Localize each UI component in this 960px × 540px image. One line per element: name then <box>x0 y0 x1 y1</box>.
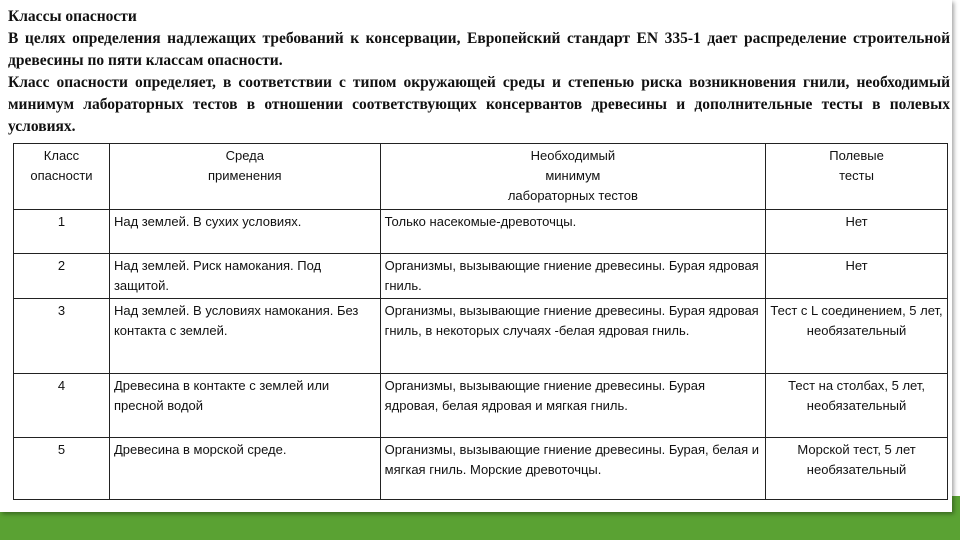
cell-field-tests: Нет <box>766 254 948 299</box>
header-hazard-class: Класс опасности <box>14 144 110 210</box>
cell-class: 1 <box>14 210 110 254</box>
cell-class: 5 <box>14 438 110 500</box>
intro-paragraph-2: Класс опасности определяет, в соответствии с типом окружающей среды и степенью риска возникновения гнили, необходимый минимум лабораторных тестов в отношении соответствующих консервантов древесины и дополнительные тесты в полевых условиях. <box>8 74 950 135</box>
table-row <box>14 210 948 254</box>
table-header-row <box>14 144 948 210</box>
table-row <box>14 374 948 438</box>
intro-paragraph-1: В целях определения надлежащих требований к консервации, Европейский стандарт EN 335-1 дает распределение строительной древесины по пяти классам опасности. <box>8 30 950 69</box>
cell-environment: Над землей. В сухих условиях. <box>109 210 380 254</box>
table-row <box>14 299 948 374</box>
cell-lab-tests: Организмы, вызывающие гниение древесины. Бурая ядровая, белая ядровая и мягкая гниль. <box>380 374 765 438</box>
cell-class: 3 <box>14 299 110 374</box>
cell-field-tests: Морской тест, 5 лет необязательный <box>766 438 948 500</box>
slide-title: Классы опасности <box>8 8 137 25</box>
cell-environment: Над землей. Риск намокания. Под защитой. <box>109 254 380 299</box>
cell-lab-tests: Организмы, вызывающие гниение древесины. Бурая, белая и мягкая гниль. Морские древоточцы. <box>380 438 765 500</box>
hazard-classes-table <box>13 143 948 500</box>
table-row <box>14 254 948 299</box>
header-lab-tests: Необходимый минимум лабораторных тестов <box>380 144 765 210</box>
header-environment: Среда применения <box>109 144 380 210</box>
table-row <box>14 438 948 500</box>
cell-field-tests: Тест с L соединением, 5 лет, необязательный <box>766 299 948 374</box>
intro-text <box>8 6 950 138</box>
cell-field-tests: Нет <box>766 210 948 254</box>
cell-lab-tests: Организмы, вызывающие гниение древесины. Бурая ядровая гниль, в некоторых случаях -белая ядровая гниль. <box>380 299 765 374</box>
cell-class: 2 <box>14 254 110 299</box>
cell-environment: Древесина в контакте с землей или пресной водой <box>109 374 380 438</box>
cell-field-tests: Тест на столбах, 5 лет, необязательный <box>766 374 948 438</box>
cell-lab-tests: Только насекомые-древоточцы. <box>380 210 765 254</box>
cell-class: 4 <box>14 374 110 438</box>
cell-lab-tests: Организмы, вызывающие гниение древесины. Бурая ядровая гниль. <box>380 254 765 299</box>
cell-environment: Древесина в морской среде. <box>109 438 380 500</box>
cell-environment: Над землей. В условиях намокания. Без контакта с землей. <box>109 299 380 374</box>
header-field-tests: Полевые тесты <box>766 144 948 210</box>
